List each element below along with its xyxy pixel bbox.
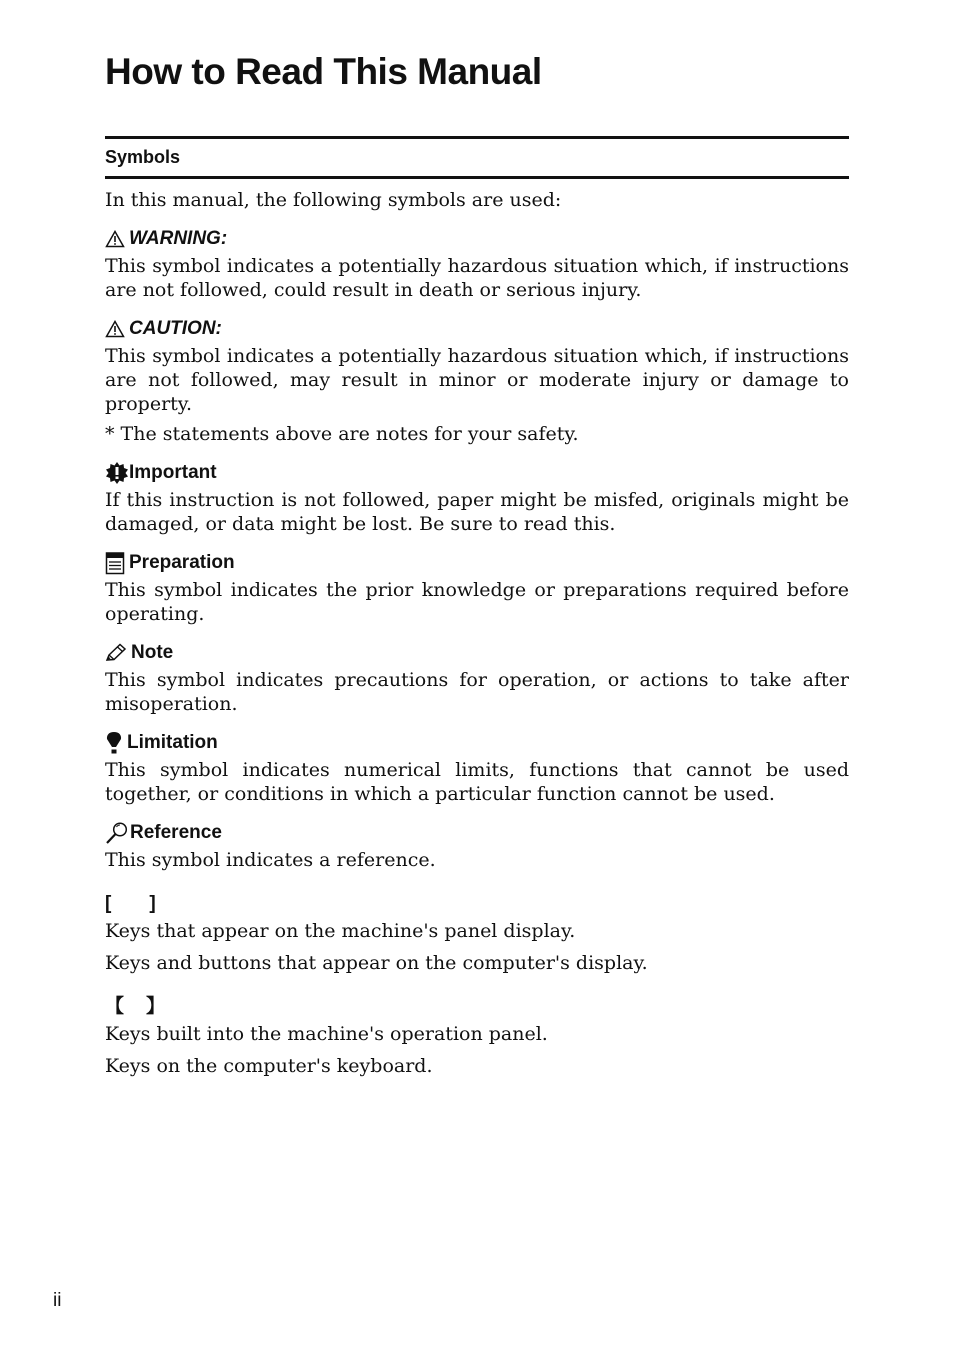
bracket-description: Keys built into the machine's operation panel. (105, 1023, 548, 1045)
safety-footnote: * The statements above are notes for your safety. (105, 423, 579, 445)
lenticular-bracket-symbol (105, 995, 849, 1019)
symbol-heading (105, 821, 849, 845)
lenticular-bracket-entry (105, 995, 849, 1078)
symbol-heading (105, 641, 849, 665)
symbol-label: CAUTION: (129, 318, 222, 339)
symbol-heading (105, 461, 849, 485)
symbol-heading (105, 227, 849, 251)
reference-magnifier-icon (105, 821, 129, 845)
symbol-description: This symbol indicates a reference. (105, 849, 436, 871)
symbol-caution (105, 317, 849, 446)
bracket-description: Keys and buttons that appear on the computer's display. (105, 952, 648, 974)
square-bracket-entry (105, 892, 849, 975)
symbol-limitation (105, 731, 849, 806)
symbol-description: This symbol indicates the prior knowledge or preparations required before operating. (105, 579, 849, 625)
symbol-description: If this instruction is not followed, paper might be misfed, originals might be damaged, or data might be lost. Be sure to read this. (105, 489, 849, 535)
bracket-close: ] (149, 893, 156, 914)
caution-triangle-icon (105, 320, 125, 338)
symbol-description: This symbol indicates a potentially hazardous situation which, if instructions are not followed, could result in death or serious injury. (105, 255, 849, 301)
symbol-preparation (105, 551, 849, 626)
note-pencil-icon (105, 643, 127, 663)
bracket-open: 【 (105, 996, 125, 1017)
section-top-rule (105, 136, 849, 139)
symbol-heading (105, 731, 849, 755)
bracket-close: 】 (146, 996, 166, 1017)
preparation-notepad-icon (105, 551, 125, 575)
bracket-open: [ (105, 893, 112, 914)
symbol-label: Note (131, 642, 174, 663)
symbols-content (105, 188, 849, 1093)
symbol-warning (105, 227, 849, 302)
symbol-label: Reference (130, 822, 222, 843)
section-heading: Symbols (105, 147, 181, 167)
section-bottom-rule (105, 176, 849, 179)
symbol-heading (105, 551, 849, 575)
symbol-reference (105, 821, 849, 872)
intro-text: In this manual, the following symbols are used: (105, 189, 562, 211)
symbol-note (105, 641, 849, 716)
bracket-description: Keys that appear on the machine's panel display. (105, 920, 576, 942)
symbol-label: Limitation (127, 732, 218, 753)
symbol-description: This symbol indicates a potentially hazardous situation which, if instructions are not followed, may result in minor or moderate injury or damage to property. (105, 345, 849, 415)
bracket-description: Keys on the computer's keyboard. (105, 1055, 433, 1077)
symbol-label: Important (129, 462, 217, 483)
symbol-label: Preparation (129, 552, 235, 573)
symbol-description: This symbol indicates numerical limits, functions that cannot be used together, or conditions in which a particular function cannot be used. (105, 759, 849, 805)
symbol-description: This symbol indicates precautions for operation, or actions to take after misoperation. (105, 669, 849, 715)
warning-triangle-icon (105, 230, 125, 248)
page-number: ii (53, 1290, 62, 1311)
page-title: How to Read This Manual (105, 51, 542, 92)
square-bracket-symbol (105, 892, 849, 916)
symbol-important (105, 461, 849, 536)
limitation-exclamation-icon (105, 731, 123, 755)
symbol-label: WARNING: (129, 228, 228, 249)
symbol-heading (105, 317, 849, 341)
important-badge-icon (105, 461, 129, 485)
